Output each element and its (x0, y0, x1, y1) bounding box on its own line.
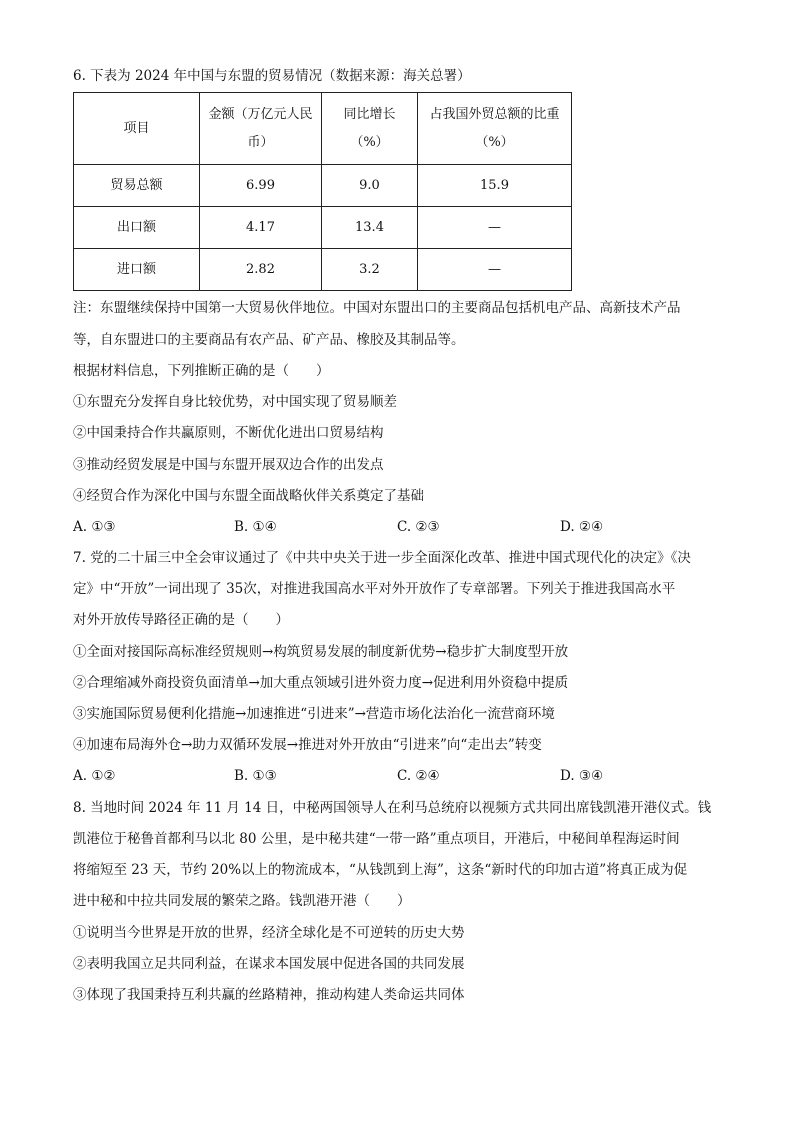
question-8-stem: 8. 当地时间 2024 年 11 月 14 日，中秘两国领导人在利马总统府以视频方式共同出席钱凯港开港仪式。钱 (73, 800, 712, 816)
option-c[interactable]: C. ②④ (397, 768, 440, 784)
statement-item: ①说明当今世界是开放的世界，经济全球化是不可逆转的历史大势 (73, 925, 465, 941)
table-row (74, 165, 572, 207)
table-cell: 2.82 (200, 249, 322, 291)
question-7-stem: 对外开放传导路径正确的是（ ） (73, 612, 289, 628)
statement-item: ②表明我国立足共同利益，在谋求本国发展中促进各国的共同发展 (73, 956, 465, 972)
table-row (74, 249, 572, 291)
question-6-stem: 根据材料信息，下列推断正确的是（ ） (73, 363, 330, 379)
option-c[interactable]: C. ②③ (397, 519, 440, 535)
statement-item: ③推动经贸发展是中国与东盟开展双边合作的出发点 (73, 457, 384, 473)
table-cell: 3.2 (322, 249, 418, 291)
question-6-title: 6. 下表为 2024 年中国与东盟的贸易情况（数据来源：海关总署） (73, 68, 471, 84)
table-cell: 4.17 (200, 207, 322, 249)
trade-table (73, 92, 572, 291)
statement-item: ④经贸合作为深化中国与东盟全面战略伙伴关系奠定了基础 (73, 488, 424, 504)
statement-item: ④加速布局海外仓→助力双循环发展→推进对外开放由“引进来”向“走出去”转变 (73, 737, 542, 753)
answer-options (73, 766, 723, 786)
statement-item: ①东盟充分发挥自身比较优势，对中国实现了贸易顺差 (73, 394, 397, 410)
table-cell: 15.9 (418, 165, 572, 207)
table-note-line: 注：东盟继续保持中国第一大贸易伙伴地位。中国对东盟出口的主要商品包括机电产品、高新技术产品 (73, 300, 681, 316)
option-a[interactable]: A. ①② (73, 768, 116, 784)
option-a[interactable]: A. ①③ (73, 519, 116, 535)
option-d[interactable]: D. ②④ (560, 519, 604, 535)
option-b[interactable]: B. ①③ (234, 768, 277, 784)
table-cell: 9.0 (322, 165, 418, 207)
table-header-row (74, 93, 572, 165)
table-header-cell: 项目 (74, 93, 200, 165)
option-d[interactable]: D. ③④ (560, 768, 604, 784)
option-b[interactable]: B. ①④ (234, 519, 277, 535)
table-header-cell: 同比增长（%） (322, 93, 418, 165)
statement-item: ②中国秉持合作共赢原则，不断优化进出口贸易结构 (73, 425, 384, 441)
table-note-line: 等，自东盟进口的主要商品有农产品、矿产品、橡胶及其制品等。 (73, 332, 465, 348)
table-cell: 13.4 (322, 207, 418, 249)
table-cell: — (418, 207, 572, 249)
table-row (74, 207, 572, 249)
table-header-cell: 占我国外贸总额的比重 （%） (418, 93, 572, 165)
statement-item: ①全面对接国际高标准经贸规则→构筑贸易发展的制度新优势→稳步扩大制度型开放 (73, 644, 569, 660)
table-header-cell: 金额（万亿元人民 币） (200, 93, 322, 165)
question-8-stem: 将缩短至 23 天，节约 20%以上的物流成本，“从钱凯到上海”，这条“新时代的印加古道”将真正成为促 (73, 862, 688, 878)
table-cell: 贸易总额 (74, 165, 200, 207)
question-7-stem: 7. 党的二十届三中全会审议通过了《中共中央关于进一步全面深化改革、推进中国式现代化的决定》《决 (73, 550, 691, 566)
statement-item: ③实施国际贸易便利化措施→加速推进“引进来”→营造市场化法治化一流营商环境 (73, 706, 555, 722)
question-7-stem: 定》中“开放”一词出现了 35次，对推进我国高水平对外开放作了专章部署。下列关于推进我国高水平 (73, 581, 676, 597)
table-cell: — (418, 249, 572, 291)
table-cell: 6.99 (200, 165, 322, 207)
table-cell: 出口额 (74, 207, 200, 249)
statement-item: ②合理缩减外商投资负面清单→加大重点领域引进外资力度→促进利用外资稳中提质 (73, 675, 569, 691)
answer-options (73, 517, 723, 537)
table-cell: 进口额 (74, 249, 200, 291)
question-8-stem: 进中秘和中拉共同发展的繁荣之路。钱凯港开港（ ） (73, 893, 411, 909)
question-8-stem: 凯港位于秘鲁首都利马以北 80 公里，是中秘共建“一带一路”重点项目，开港后，中秘间单程海运时间 (73, 831, 680, 847)
statement-item: ③体现了我国秉持互利共赢的丝路精神，推动构建人类命运共同体 (73, 987, 465, 1003)
